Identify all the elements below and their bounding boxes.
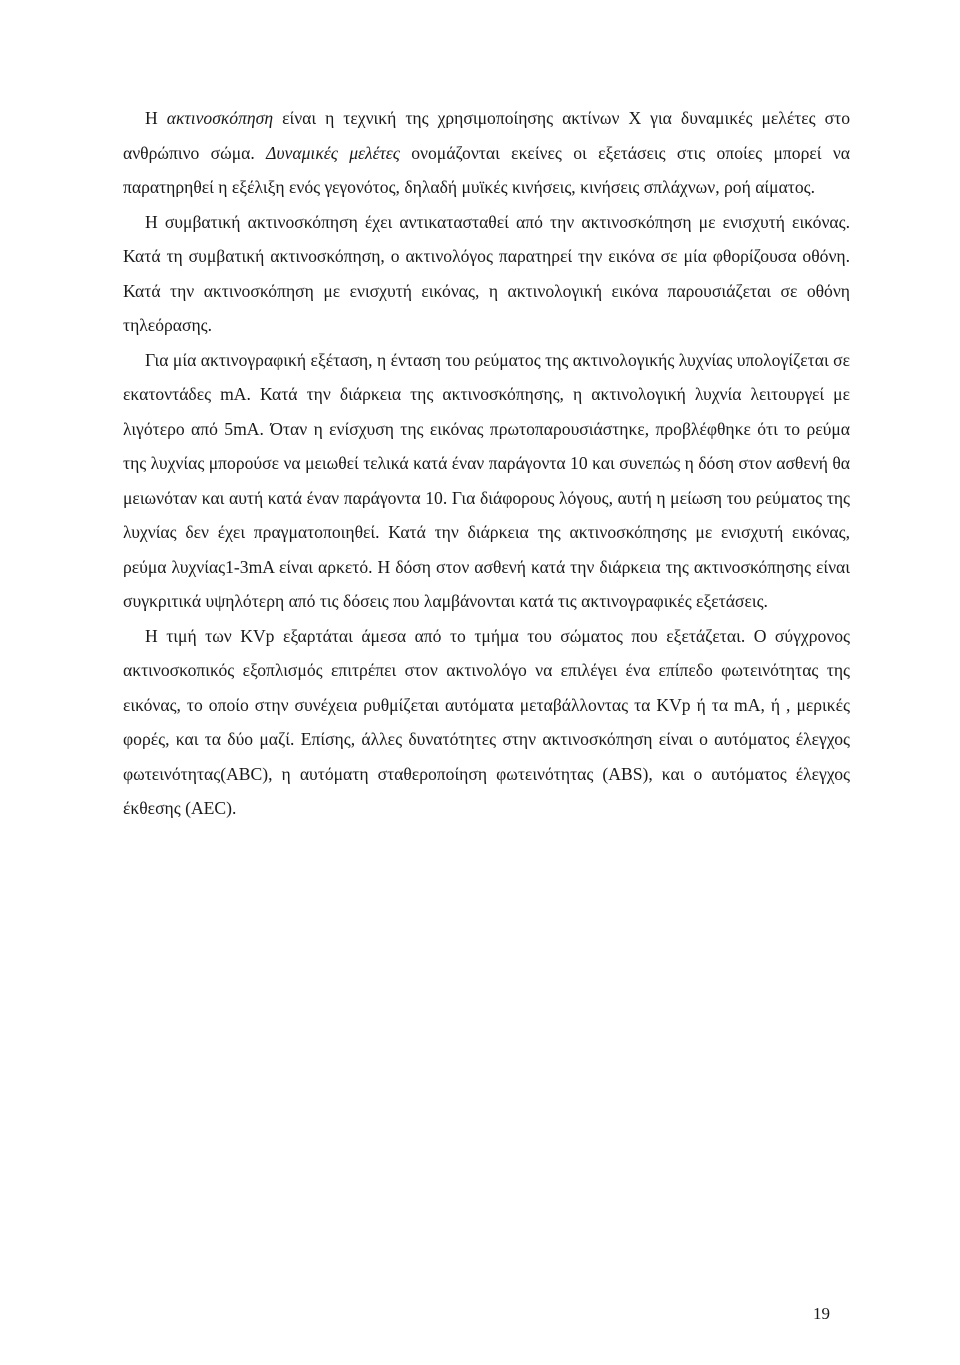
paragraph-image-intensifier (123, 205, 850, 343)
text-segment: Για μία ακτινογραφική εξέταση, η ένταση του ρεύματος της ακτινολογικής λυχνίας υπολογίζεται σε εκατοντάδες mA. Κατά την διάρκεια της ακτινοσκόπησης, η ακτινολογική λυχνία λειτουργεί με λιγότερο από 5mA. Όταν η ενίσχυση της εικόνας πρωτοπαρουσιάστηκε, προβλέφθηκε ότι το ρεύμα της λυχνίας μπορούσε να μειωθεί τελικά κατά έναν παράγοντα 10 και συνεπώς η δόση στον ασθενή θα μειωνόταν και αυτή κατά έναν παράγοντα 10. Για διάφορους λόγους, αυτή η μείωση του ρεύματος της λυχνίας δεν έχει πραγματοποιηθεί. Κατά την διάρκεια της ακτινοσκόπησης με ενισχυτή εικόνας, ρεύμα λυχνίας1-3mA είναι αρκετό. Η δόση στον ασθενή κατά την διάρκεια της ακτινοσκόπησης είναι συγκριτικά υψηλότερη από τις δόσεις που λαμβάνονται κατά τις ακτινογραφικές εξετάσεις. (123, 349, 850, 611)
text-segment: ονομάζονται εκείνες οι εξετάσεις στις οποίες μπορεί να παρατηρηθεί η εξέλιξη ενός γεγονότος, δηλαδή μυϊκές κινήσεις, κινήσεις σπλάχνων, ροή αίματος. (123, 142, 850, 197)
text-segment: Η (145, 108, 167, 128)
body-text (123, 101, 850, 826)
page-number: 19 (813, 1304, 830, 1323)
text-segment: Η συμβατική ακτινοσκόπηση έχει αντικατασταθεί από την ακτινοσκόπηση με ενισχυτή εικόνας. Κατά τη συμβατική ακτινοσκόπηση, ο ακτινολόγος παρατηρεί την εικόνα σε μία φθορίζουσα οθόνη. Κατά την ακτινοσκόπηση με ενισχυτή εικόνας, η ακτινολογική εικόνα παρουσιάζεται σε οθόνη τηλεόρασης. (123, 211, 850, 335)
paragraph-kvp-brightness (123, 619, 850, 826)
text-segment: Η τιμή των KVp εξαρτάται άμεσα από το τμήμα του σώματος που εξετάζεται. Ο σύγχρονος ακτινοσκοπικός εξοπλισμός επιτρέπει στον ακτινολόγο να επιλέγει ένα επίπεδο φωτεινότητας της εικόνας, το οποίο στην συνέχεια ρυθμίζεται αυτόματα μεταβάλλοντας τα KVp ή τα mA, ή , μερικές φορές, και τα δύο μαζί. Επίσης, άλλες δυνατότητες στην ακτινοσκόπηση είναι ο αυτόματος έλεγχος φωτεινότητας(ABC), η αυτόματη σταθεροποίηση φωτεινότητας (ABS), και ο αυτόματος έλεγχος έκθεσης (AEC). (123, 625, 850, 818)
term-fluoroscopy: ακτινοσκόπηση (166, 108, 274, 128)
term-dynamic-studies: Δυναμικές μελέτες (266, 142, 400, 163)
paragraph-fluoroscopy-definition (123, 101, 850, 205)
paragraph-tube-current (123, 343, 850, 619)
text-segment: είναι η τεχνική της χρησιμοποίησης ακτίνων X για δυναμικές μελέτες στο ανθρώπινο σώμα. (123, 108, 850, 163)
